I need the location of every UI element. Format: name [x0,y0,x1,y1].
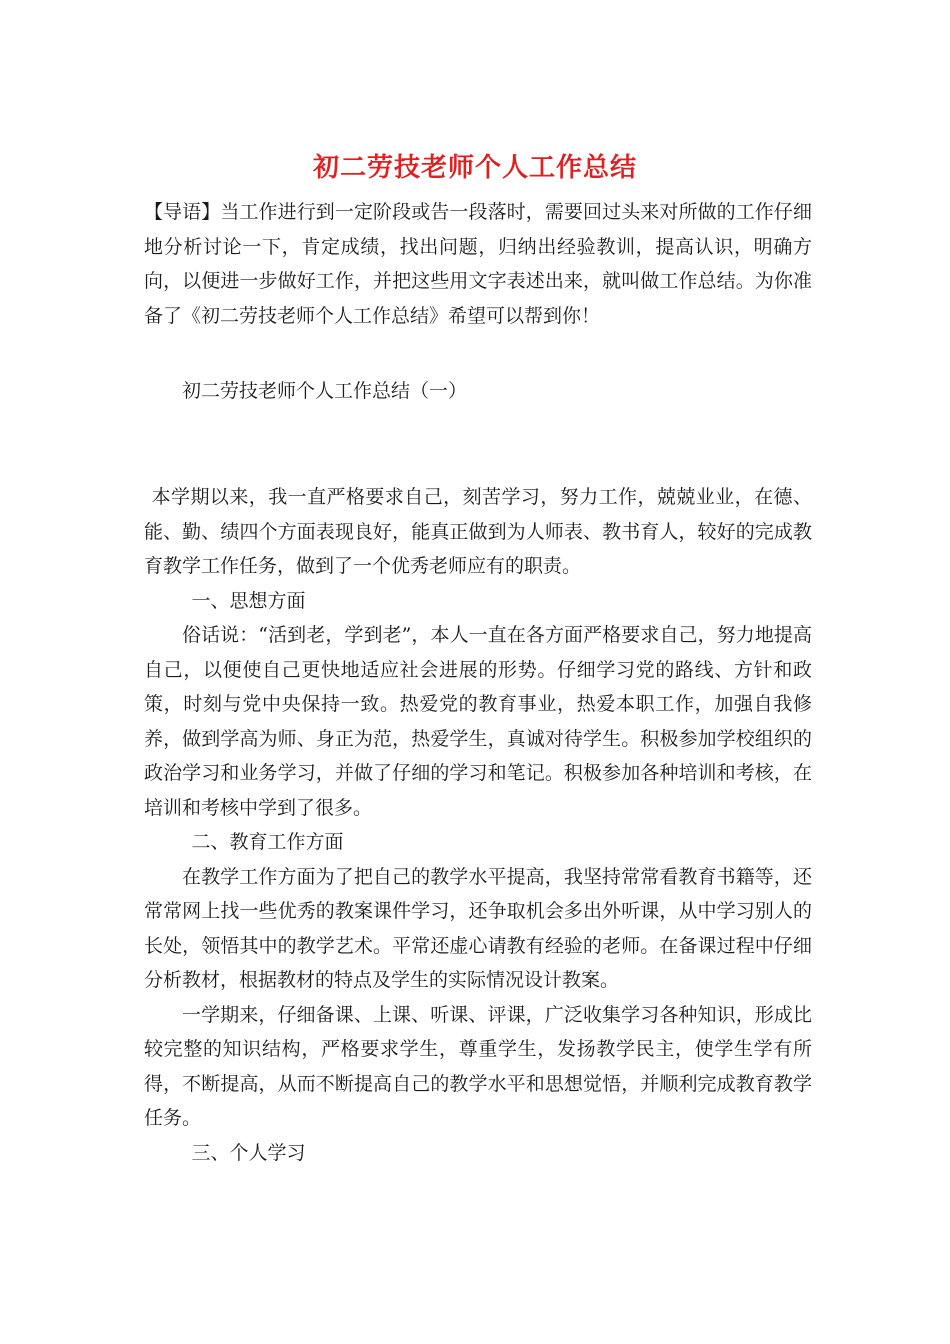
paragraph-teaching: 在教学工作方面为了把自己的教学水平提高，我坚持常常看教育书籍等，还常常网上找一些优秀的教案课件学习，还争取机会多出外听课，从中学习别人的长处，领悟其中的教学艺术。平常还虚心请教有经验的老师。在备课过程中仔细分析教材，根据教材的特点及学生的实际情况设计教案。 [144,865,812,991]
document-title: 初二劳技老师个人工作总结 [312,153,637,183]
section-title: 初二劳技老师个人工作总结（一） [182,380,468,402]
paragraph-semester: 一学期来，仔细备课、上课、听课、评课，广泛收集学习各种知识，形成比较完整的知识结构，严格要求学生，尊重学生，发扬教学民主，使学生学有所得，不断提高，从而不断提高自己的教学水平和思想觉悟，并顺利完成教育教学任务。 [144,1003,812,1129]
heading-education-work: 二、教育工作方面 [191,831,344,853]
heading-ideology: 一、思想方面 [191,589,306,612]
opening-paragraph: 本学期以来，我一直严格要求自己，刻苦学习，努力工作，兢兢业业，在德、能、勤、绩四个方面表现良好，能真正做到为人师表、教书育人，较好的完成教育教学工作任务，做到了一个优秀老师应有的职责。 [144,486,812,577]
document-body [144,480,812,1170]
heading-personal-study: 三、个人学习 [191,1141,306,1164]
intro-paragraph: 【导语】当工作进行到一定阶段或告一段落时，需要回过头来对所做的工作仔细地分析讨论一下，肯定成绩，找出问题，归纳出经验教训，提高认识，明确方向，以便进一步做好工作，并把这些用文字表述出来，就叫做工作总结。为你准备了《初二劳技老师个人工作总结》希望可以帮到你！ [144,201,812,327]
paragraph-ideology: 俗话说：“活到老，学到老”，本人一直在各方面严格要求自己，努力地提高自己，以便使自己更快地适应社会进展的形势。仔细学习党的路线、方针和政策，时刻与党中央保持一致。热爱党的教育事业，热爱本职工作，加强自我修养，做到学高为师、身正为范，热爱学生，真诚对待学生。积极参加学校组织的政治学习和业务学习，并做了仔细的学习和笔记。积极参加各种培训和考核，在培训和考核中学到了很多。 [144,624,812,819]
